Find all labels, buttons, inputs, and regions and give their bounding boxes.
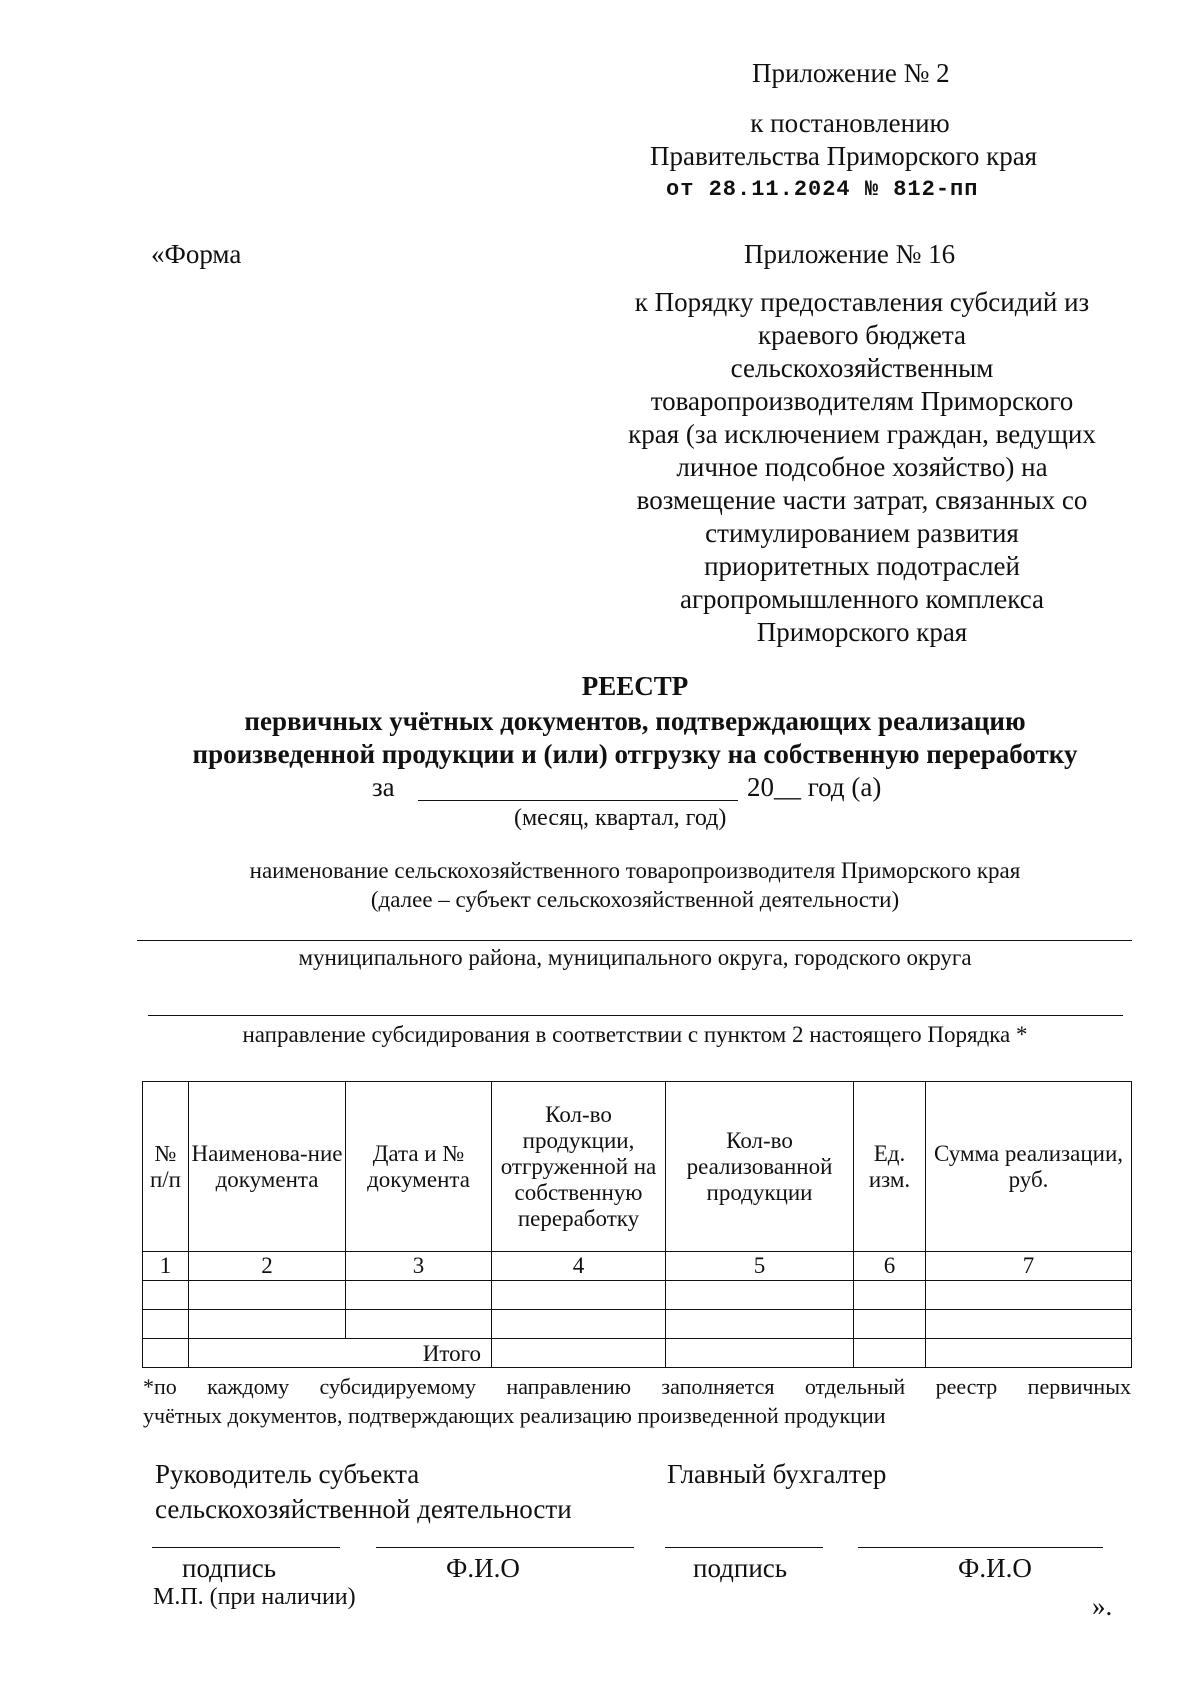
table-cell[interactable] — [189, 1310, 346, 1339]
producer-line — [137, 940, 1132, 941]
appendix-line: личное подсобное хозяйство) на — [676, 452, 1048, 482]
accountant-signature-line[interactable] — [665, 1547, 823, 1548]
table-header-row — [143, 1082, 1132, 1252]
attachment-government: Правительства Приморского края — [650, 141, 1038, 171]
accountant-fio-label: Ф.И.О — [958, 1553, 1032, 1583]
table-cell[interactable] — [854, 1339, 926, 1368]
head-title-1: Руководитель субъекта — [155, 1459, 420, 1489]
producer-name-note: (далее – субъект сельскохозяйственной деятельности) — [370, 887, 900, 912]
header-shipped-quantity: Кол-во продукции, отгруженной на собственную переработку — [492, 1082, 666, 1252]
head-fio-label: Ф.И.О — [446, 1553, 520, 1583]
column-number: 1 — [143, 1252, 189, 1281]
accountant-signature-label: подпись — [693, 1553, 788, 1583]
producer-name-label: наименование сельскохозяйственного товаропроизводителя Приморского края — [249, 858, 1021, 883]
direction-label: направление субсидирования в соответствии с пунктом 2 настоящего Порядка * — [242, 1022, 1028, 1047]
municipality-line — [148, 1015, 1123, 1016]
table-cell[interactable] — [926, 1339, 1132, 1368]
table-row — [143, 1281, 1132, 1310]
table-cell[interactable] — [189, 1281, 346, 1310]
appendix-line: к Порядку предоставления субсидий из — [634, 287, 1090, 317]
registry-subtitle-1: первичных учётных документов, подтверждающих реализацию — [244, 706, 1026, 736]
attachment-title: Приложение № 2 — [752, 58, 950, 88]
total-label: Итого — [189, 1339, 492, 1368]
table-cell[interactable] — [854, 1310, 926, 1339]
table-cell[interactable] — [346, 1310, 492, 1339]
form-label: «Форма — [151, 239, 242, 269]
appendix-title: Приложение № 16 — [744, 239, 956, 269]
header-sold-quantity: Кол-во реализованной продукции — [666, 1082, 854, 1252]
table-row-numbers — [143, 1252, 1132, 1281]
table-cell[interactable] — [492, 1339, 666, 1368]
table-cell[interactable] — [926, 1310, 1132, 1339]
registry-title: РЕЕСТР — [581, 671, 689, 701]
table-cell[interactable] — [666, 1339, 854, 1368]
column-number: 3 — [346, 1252, 492, 1281]
appendix-line: возмещение части затрат, связанных со — [636, 485, 1088, 515]
table-cell[interactable] — [143, 1339, 189, 1368]
head-fio-line[interactable] — [376, 1547, 634, 1548]
head-signature-line[interactable] — [152, 1547, 340, 1548]
appendix-line: Приморского края — [756, 617, 968, 647]
header-unit: Ед. изм. — [854, 1082, 926, 1252]
appendix-line: товаропроизводителям Приморского — [650, 386, 1074, 416]
table-cell[interactable] — [143, 1310, 189, 1339]
registry-table — [142, 1081, 1132, 1368]
period-hint: (месяц, квартал, год) — [514, 805, 727, 831]
appendix-line: стимулированием развития — [705, 518, 1019, 548]
head-signature-label: подпись — [182, 1553, 277, 1583]
header-document-date: Дата и № документа — [346, 1082, 492, 1252]
period-prefix: за — [372, 772, 395, 802]
column-number: 6 — [854, 1252, 926, 1281]
table-cell[interactable] — [666, 1281, 854, 1310]
column-number: 7 — [926, 1252, 1132, 1281]
table-row — [143, 1310, 1132, 1339]
header-sales-amount: Сумма реализации, руб. — [926, 1082, 1132, 1252]
appendix-line: приоритетных подотраслей — [704, 551, 1020, 581]
table-total-row — [143, 1339, 1132, 1368]
head-title-2: сельскохозяйственной деятельности — [155, 1494, 572, 1524]
table-cell[interactable] — [854, 1281, 926, 1310]
table-cell[interactable] — [492, 1281, 666, 1310]
seal-label: М.П. (при наличии) — [153, 1584, 356, 1610]
appendix-line: агропромышленного комплекса — [680, 584, 1044, 614]
footnote — [143, 1372, 1131, 1401]
header-document-name: Наименова-ние документа — [189, 1082, 346, 1252]
table-cell[interactable] — [666, 1310, 854, 1339]
resolution-stamp: от 28.11.2024 № 812-пп — [666, 177, 979, 202]
attachment-to: к постановлению — [750, 108, 950, 138]
appendix-line: сельскохозяйственным — [730, 353, 994, 383]
footnote-line-1: *по каждому субсидируемому направлению заполняется отдельный реестр первичных — [143, 1374, 1131, 1399]
municipality-label: муниципального района, муниципального округа, городского округа — [298, 945, 972, 970]
table-cell[interactable] — [346, 1281, 492, 1310]
table-cell[interactable] — [926, 1281, 1132, 1310]
appendix-line: краевого бюджета — [758, 320, 966, 350]
table-cell[interactable] — [143, 1281, 189, 1310]
header-number: № п/п — [143, 1082, 189, 1252]
column-number: 5 — [666, 1252, 854, 1281]
column-number: 4 — [492, 1252, 666, 1281]
accountant-fio-line[interactable] — [858, 1547, 1103, 1548]
column-number: 2 — [189, 1252, 346, 1281]
accountant-title: Главный бухгалтер — [667, 1459, 887, 1489]
closing-quote: ». — [1092, 1591, 1113, 1621]
registry-subtitle-2: произведенной продукции и (или) отгрузку на собственную переработку — [192, 739, 1078, 769]
table-cell[interactable] — [492, 1310, 666, 1339]
footnote-line-2: учётных документов, подтверждающих реализацию произведенной продукции — [143, 1403, 886, 1428]
appendix-line: края (за исключением граждан, ведущих — [628, 419, 1096, 449]
appendix-description — [592, 286, 1132, 649]
period-blank-line — [418, 800, 738, 801]
period-year: 20__ год (а) — [747, 772, 882, 802]
